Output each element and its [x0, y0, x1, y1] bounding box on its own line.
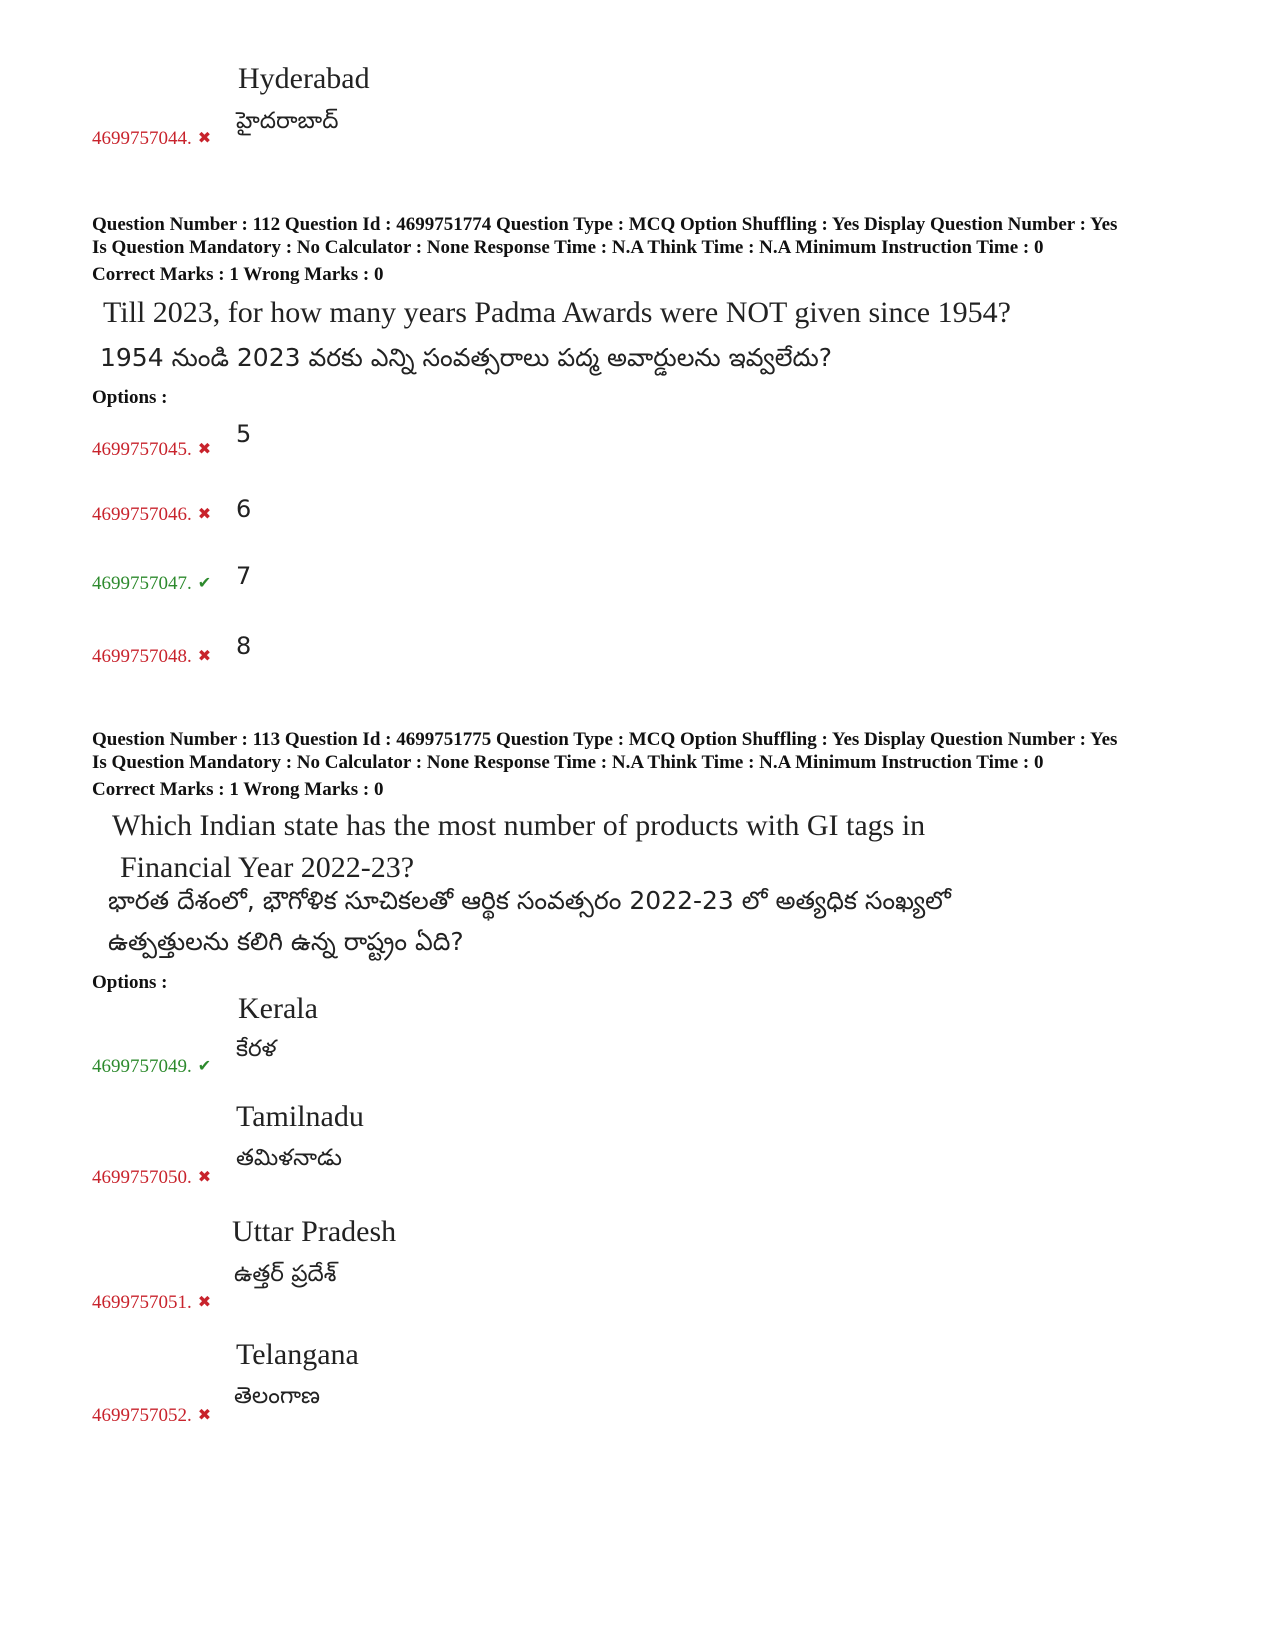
option-id [92, 1405, 211, 1427]
question-text-telugu-line2: ఉత్పత్తులను కలిగి ఉన్న రాష్ట్రం ఏది? [108, 927, 464, 956]
cross-icon: ✖ [197, 1407, 212, 1424]
option-id [92, 1292, 211, 1314]
option-id [92, 128, 211, 150]
option-value: 7 [236, 562, 252, 590]
option-id-text: 4699757044. [92, 128, 192, 149]
options-label: Options : [92, 972, 168, 993]
option-english-text: Uttar Pradesh [232, 1215, 397, 1248]
question-meta-line2: Is Question Mandatory : No Calculator : None Response Time : N.A Think Time : N.A Minimum Instruction Time : 0 [92, 752, 1044, 773]
question-text-telugu-line1: భారత దేశంలో, భౌగోళిక సూచికలతో ఆర్థిక సంవత్సరం 2022-23 లో అత్యధిక సంఖ్యలో [108, 886, 951, 915]
option-english-text: Hyderabad [238, 62, 370, 95]
cross-icon: ✖ [197, 441, 212, 458]
question-marks: Correct Marks : 1 Wrong Marks : 0 [92, 779, 384, 800]
option-id-text: 4699757047. [92, 573, 192, 594]
option-telugu-text: తమిళనాడు [236, 1145, 342, 1171]
question-marks: Correct Marks : 1 Wrong Marks : 0 [92, 264, 384, 285]
option-id [92, 504, 211, 526]
option-id [92, 646, 211, 668]
option-id-text: 4699757052. [92, 1405, 192, 1426]
cross-icon: ✖ [197, 506, 212, 523]
check-icon: ✔ [197, 1058, 212, 1075]
cross-icon: ✖ [197, 1169, 212, 1186]
option-english-text: Telangana [236, 1338, 359, 1371]
options-label: Options : [92, 387, 168, 408]
question-meta-line1: Question Number : 112 Question Id : 4699751774 Question Type : MCQ Option Shuffling : Yes Display Question Number : Yes [92, 214, 1118, 235]
option-id-text: 4699757045. [92, 439, 192, 460]
cross-icon: ✖ [197, 648, 212, 665]
option-id-text: 4699757050. [92, 1167, 192, 1188]
option-id [92, 439, 211, 461]
option-id [92, 1167, 211, 1189]
option-id [92, 1056, 211, 1078]
option-telugu-text: ఉత్తర్ ప్రదేశ్ [234, 1261, 337, 1287]
option-value: 6 [236, 495, 252, 523]
question-meta-line2: Is Question Mandatory : No Calculator : None Response Time : N.A Think Time : N.A Minimum Instruction Time : 0 [92, 237, 1044, 258]
option-value: 8 [236, 632, 252, 660]
question-text-telugu: 1954 నుండి 2023 వరకు ఎన్ని సంవత్సరాలు పద్మ అవార్డులను ఇవ్వలేదు? [100, 343, 833, 372]
option-telugu-text: తెలంగాణ [234, 1383, 321, 1409]
option-id [92, 573, 211, 595]
option-telugu-text: కేరళ [236, 1036, 277, 1062]
option-value: 5 [236, 420, 252, 448]
option-english-text: Kerala [238, 992, 318, 1025]
option-english-text: Tamilnadu [236, 1100, 364, 1133]
cross-icon: ✖ [197, 130, 212, 147]
option-telugu-text: హైదరాబాద్ [236, 108, 339, 134]
cross-icon: ✖ [197, 1294, 212, 1311]
question-text-english-line2: Financial Year 2022-23? [120, 851, 415, 884]
option-id-text: 4699757048. [92, 646, 192, 667]
option-id-text: 4699757051. [92, 1292, 192, 1313]
option-id-text: 4699757049. [92, 1056, 192, 1077]
question-meta-line1: Question Number : 113 Question Id : 4699751775 Question Type : MCQ Option Shuffling : Yes Display Question Number : Yes [92, 729, 1118, 750]
question-text-english-line1: Which Indian state has the most number of products with GI tags in [112, 809, 926, 842]
check-icon: ✔ [197, 575, 212, 592]
question-text-english: Till 2023, for how many years Padma Awards were NOT given since 1954? [103, 296, 1011, 329]
option-id-text: 4699757046. [92, 504, 192, 525]
